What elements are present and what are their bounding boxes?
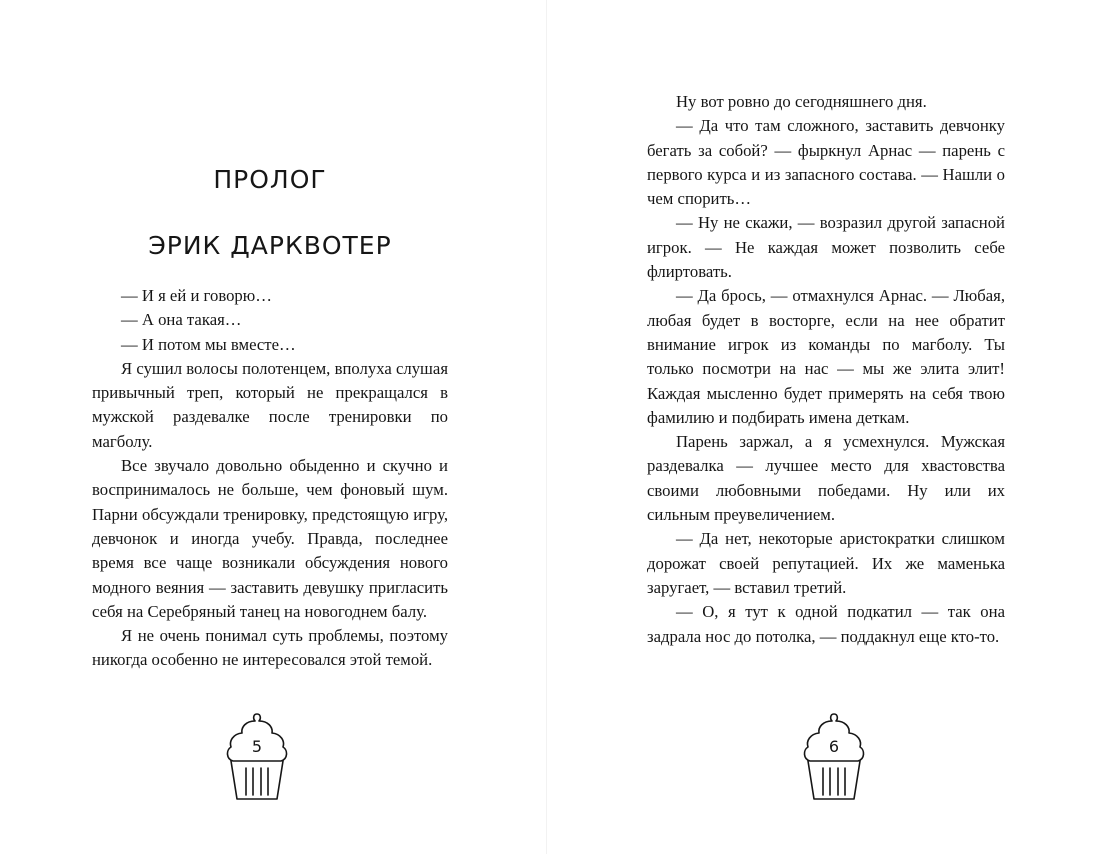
chapter-subtitle: ЭРИК ДАРКВОТЕР — [148, 231, 392, 260]
page-number-badge — [799, 711, 869, 803]
paragraph: Ну вот ровно до сегодняшнего дня. — [676, 92, 927, 111]
right-page — [547, 0, 1094, 854]
cupcake-icon — [799, 711, 869, 803]
paragraph: — О, я тут к одной подкатил — так она задрала нос до потолка, — поддакнул еще кто-то. — [647, 602, 1005, 646]
paragraph: Я сушил волосы полотенцем, вполуха слушая привычный треп, который не прекращался в мужской раздевалке после тренировки по магболу. — [92, 358, 448, 451]
paragraph: — И потом мы вместе… — [121, 334, 296, 354]
page-number-badge — [222, 711, 292, 803]
left-page — [0, 0, 546, 854]
page-number: 5 — [251, 737, 263, 756]
paragraph: — А она такая… — [121, 310, 242, 330]
chapter-title: ПРОЛОГ — [213, 165, 327, 194]
paragraph: — Да нет, некоторые аристократки слишком дорожат своей репутацией. Их же маменька заругает, — вставил третий. — [647, 529, 1005, 597]
paragraph: Я не очень понимал суть проблемы, поэтому никогда особенно не интересовался этой темой. — [92, 626, 448, 670]
left-page-text — [92, 284, 448, 673]
cupcake-icon — [222, 711, 292, 803]
paragraph: — Да что там сложного, заставить девчонку бегать за собой? — фыркнул Арнас — парень с первого курса и из запасного состава. — Нашли о чем спорить… — [647, 116, 1005, 209]
page-number: 6 — [828, 737, 840, 756]
right-page-text — [647, 90, 1005, 649]
paragraph: — И я ей и говорю… — [121, 286, 272, 305]
paragraph: Все звучало довольно обыденно и скучно и воспринималось не больше, чем фоновый шум. Парни обсуждали тренировку, предстоящую игру, девчонок и иногда учебу. Правда, последнее время все чаще возникали обсуждения нового модного веяния — заставить девушку пригласить себя на Серебряный танец на новогоднем балу. — [92, 456, 448, 621]
paragraph: — Ну не скажи, — возразил другой запасной игрок. — Не каждая может позволить себе флиртовать. — [647, 213, 1005, 282]
paragraph: Парень заржал, а я усмехнулся. Мужская раздевалка — лучшее место для хвастовства своими любовными победами. Ну или их сильным преувеличением. — [647, 432, 1005, 525]
paragraph: — Да брось, — отмахнулся Арнас. — Любая, любая будет в восторге, если на нее обратит внимание игрок из команды по магболу. Ты только посмотри на нас — мы же элита элит! Каждая мысленно будет примерять на себя твою фамилию и подбирать имена деткам. — [647, 286, 1005, 427]
